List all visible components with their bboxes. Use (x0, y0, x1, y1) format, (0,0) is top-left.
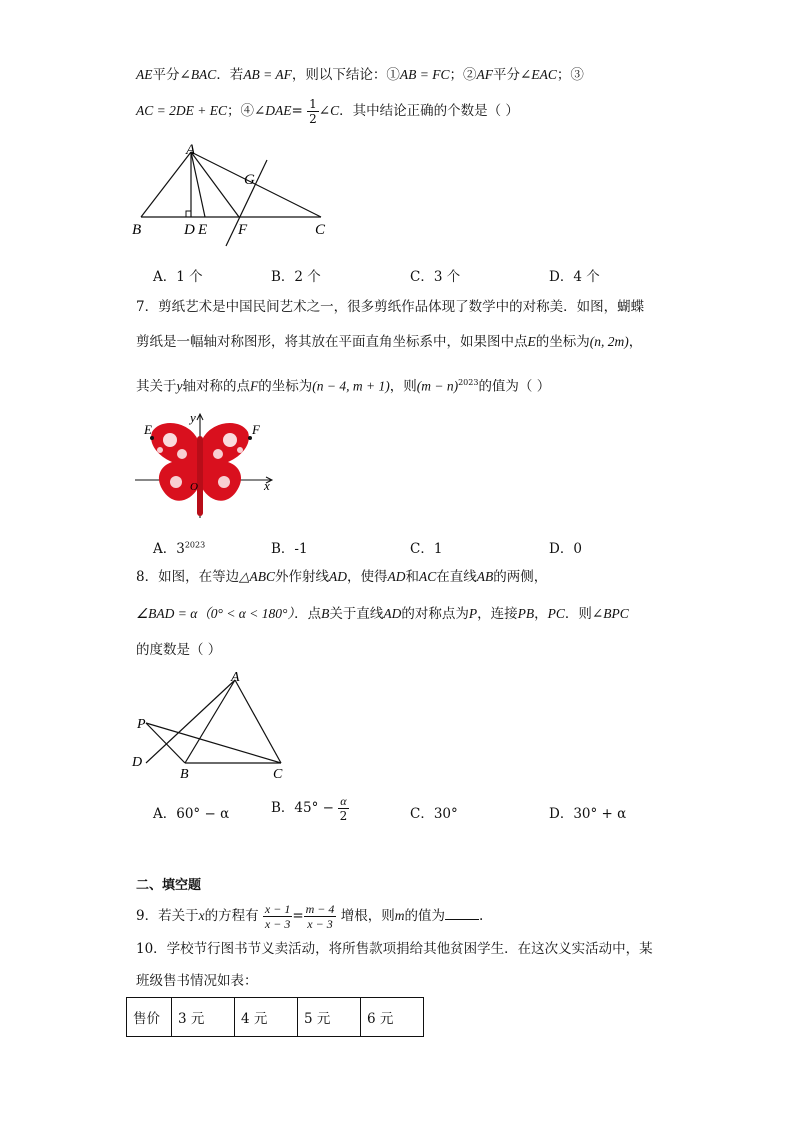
q7-butterfly-figure (130, 410, 280, 520)
text: 关于直线 (329, 606, 384, 622)
q6-option-d[interactable]: D．4 个 (549, 269, 600, 285)
text: ．则∠ (564, 606, 604, 622)
text: ∠BAD = α（0° < α < 180°） (136, 606, 295, 621)
text: ， (534, 606, 548, 622)
text: m − 4 (305, 902, 335, 916)
table-cell-header: 售价 (127, 998, 172, 1037)
text: (n − 4, m + 1) (312, 378, 390, 394)
text: ；④∠ (226, 103, 266, 119)
butterfly-icon (151, 423, 249, 516)
text: AB (476, 569, 494, 584)
label-e: E (198, 222, 208, 238)
text: 增根，则 (340, 908, 395, 924)
text: 的两侧， (493, 569, 548, 585)
q10-line-2: 班级售书情况如表： (136, 973, 258, 989)
text: △ABC (239, 569, 275, 584)
text: A．3 (153, 541, 185, 557)
text: = (292, 908, 304, 924)
text: AB = AF (243, 67, 292, 82)
text: x − 3 (264, 917, 291, 931)
q8-line-1 (136, 567, 547, 587)
text: AE (136, 67, 153, 82)
answer-blank[interactable] (445, 905, 479, 920)
q7-option-c[interactable]: C．1 (410, 541, 443, 557)
text: 2 (309, 112, 317, 126)
text: ，则 (389, 378, 417, 395)
text: DAE (265, 103, 292, 118)
label-c: C (273, 767, 283, 782)
text: x − 1 (264, 902, 291, 916)
text: 的方程有 (204, 908, 259, 924)
text: AB = FC (399, 67, 450, 82)
text: 轴对称的点 (182, 378, 250, 395)
text: ，连接 (477, 606, 518, 622)
text: 其关于 (136, 378, 177, 395)
text: BAC (190, 67, 217, 82)
label-d: D (184, 222, 195, 238)
q8-line-3: 的度数是（ ） (136, 642, 222, 658)
text: AD (328, 569, 347, 584)
text: 的坐标为 (535, 334, 590, 350)
text: = (291, 103, 303, 119)
text: PC (547, 606, 565, 621)
text: F (250, 378, 259, 394)
label-d: D (132, 755, 143, 770)
text: ，则以下结论：① (291, 67, 400, 83)
text: 2023 (458, 378, 479, 387)
q6-option-b[interactable]: B．2 个 (271, 269, 321, 285)
text: ， (628, 334, 643, 350)
q7-line-3 (136, 373, 550, 397)
text: . (478, 908, 484, 924)
q8-option-a[interactable]: A．60° − α (153, 806, 230, 822)
q6-option-a[interactable]: A．1 个 (153, 269, 203, 285)
text: AD (383, 606, 402, 621)
label-f: F (252, 422, 260, 437)
text: 平分∠ (493, 67, 532, 83)
label-o: O (190, 481, 198, 493)
section-heading: 二、填空题 (136, 878, 202, 893)
label-c: C (315, 222, 326, 238)
price-table (126, 997, 424, 1037)
q8-option-d[interactable]: D．30° + α (549, 806, 627, 822)
text: y (176, 378, 183, 394)
label-a: A (186, 142, 196, 158)
fraction-alpha-over-2 (338, 794, 348, 823)
text: ；② (449, 67, 477, 83)
text: ，使得 (346, 569, 388, 585)
q6-triangle-figure (128, 140, 338, 250)
text: AC = 2DE + EC (136, 103, 227, 118)
q6-option-c[interactable]: C．3 个 (410, 269, 461, 285)
label-p: P (137, 717, 146, 732)
text: 在直线 (436, 569, 477, 585)
text: AC (418, 569, 437, 584)
text: 1 (309, 97, 317, 111)
table-cell: 6 元 (361, 998, 424, 1037)
text: C (330, 103, 340, 118)
fraction-1 (263, 902, 292, 931)
text: AF (476, 67, 494, 82)
text: 的坐标为 (258, 378, 313, 395)
text: x − 3 (307, 917, 333, 931)
text: ；③ (556, 67, 584, 83)
q7-option-d[interactable]: D．0 (549, 541, 582, 557)
q6-line-2 (136, 97, 519, 126)
text: 8．如图，在等边 (136, 569, 240, 585)
text: 的对称点为 (401, 606, 469, 622)
label-b: B (180, 767, 189, 782)
label-e: E (144, 422, 152, 437)
fraction-one-half (307, 97, 319, 126)
text: ∠ (318, 103, 331, 119)
q10-line-1: 10．学校节行图书节义卖活动，将所售款项捐给其他贫困学生．在这次义实活动中，某 (136, 941, 653, 957)
text: EAC (531, 67, 557, 82)
q7-option-b[interactable]: B．-1 (271, 541, 308, 557)
text: AD (387, 569, 406, 584)
text: E (527, 334, 536, 349)
text: 剪纸是一幅轴对称图形，将其放在平面直角坐标系中，如果图中点 (136, 334, 528, 350)
text: P (468, 606, 478, 621)
table-row (127, 998, 424, 1037)
table-cell: 5 元 (298, 998, 361, 1037)
text: α (340, 794, 347, 808)
text: (n, 2m) (589, 334, 629, 349)
q8-option-b[interactable] (271, 794, 349, 823)
label-y: y (190, 410, 196, 425)
text: 外作射线 (274, 569, 329, 585)
text: BPC (603, 606, 629, 621)
q8-option-c[interactable]: C．30° (410, 806, 458, 822)
text: 的值为 (404, 908, 445, 924)
q7-line-1: 7．剪纸艺术是中国民间艺术之一，很多剪纸作品体现了数学中的对称美．如图，蝴蝶 (136, 299, 645, 315)
q7-line-2 (136, 332, 642, 352)
text: 平分∠ (152, 67, 191, 83)
text: (m − n) (416, 378, 459, 394)
q6-line-1 (136, 65, 584, 85)
q8-triangle-figure (128, 668, 293, 783)
label-g: G (244, 172, 255, 188)
table-cell: 4 元 (235, 998, 298, 1037)
text: PB (517, 606, 535, 621)
text: 和 (405, 569, 419, 585)
text: ．若 (216, 67, 244, 83)
text: m (394, 908, 405, 923)
text: x (198, 908, 205, 923)
label-a: A (231, 670, 240, 685)
label-f: F (238, 222, 248, 238)
q9-line (136, 902, 483, 931)
text: 2023 (184, 540, 206, 550)
label-x: x (264, 478, 270, 493)
text: B．45° − (271, 800, 334, 816)
text: ．点 (294, 606, 322, 622)
fraction-2 (304, 902, 337, 931)
q7-option-a[interactable] (153, 537, 205, 557)
label-b: B (132, 222, 142, 238)
text: 的值为（ ） (478, 378, 551, 395)
text: 2 (339, 809, 348, 823)
text: ．其中结论正确的个数是（ ） (339, 103, 519, 119)
text: B (321, 606, 330, 621)
text: 9．若关于 (136, 908, 199, 924)
q8-line-2 (136, 604, 629, 624)
table-cell: 3 元 (172, 998, 235, 1037)
